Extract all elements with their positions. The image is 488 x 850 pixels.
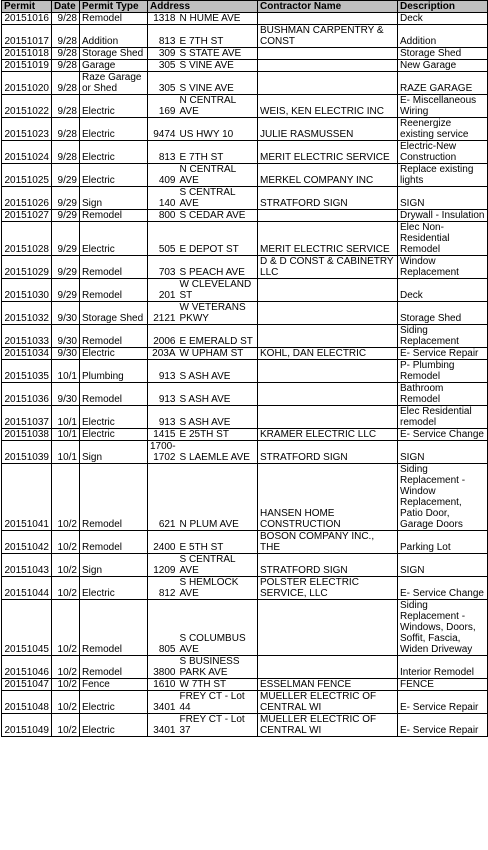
cell-permit: 20151042 [2, 531, 52, 554]
cell-address-street: E 25TH ST [178, 429, 258, 441]
cell-description: E- Service Change [398, 577, 488, 600]
cell-permit-type: Electric [80, 348, 148, 360]
cell-address-number: 805 [148, 600, 178, 656]
cell-address-street: S LAEMLE AVE [178, 441, 258, 464]
cell-permit: 20151043 [2, 554, 52, 577]
cell-contractor: POLSTER ELECTRIC SERVICE, LLC [258, 577, 398, 600]
cell-address-number: 800 [148, 210, 178, 222]
cell-address-street: S VINE AVE [178, 60, 258, 72]
cell-description: Replace existing lights [398, 164, 488, 187]
cell-permit: 20151024 [2, 141, 52, 164]
cell-permit-type: Remodel [80, 279, 148, 302]
cell-description: Elec Residential remodel [398, 406, 488, 429]
cell-description: P- Plumbing Remodel [398, 360, 488, 383]
cell-date: 9/28 [52, 118, 80, 141]
cell-address-number: 1318 [148, 13, 178, 25]
cell-contractor: JULIE RASMUSSEN [258, 118, 398, 141]
cell-description: E- Service Repair [398, 691, 488, 714]
header-contractor: Contractor Name [258, 1, 398, 13]
cell-permit: 20151036 [2, 383, 52, 406]
cell-address-number: 305 [148, 60, 178, 72]
cell-permit-type: Plumbing [80, 360, 148, 383]
cell-permit-type: Remodel [80, 383, 148, 406]
cell-date: 9/30 [52, 383, 80, 406]
cell-permit: 20151048 [2, 691, 52, 714]
cell-date: 9/28 [52, 48, 80, 60]
cell-address-number: 1610 [148, 679, 178, 691]
cell-address-number: 813 [148, 141, 178, 164]
cell-address-number: 9474 [148, 118, 178, 141]
table-row [2, 187, 488, 210]
cell-description: Addition [398, 25, 488, 48]
cell-address-street: E DEPOT ST [178, 222, 258, 256]
cell-description: Window Replacement [398, 256, 488, 279]
cell-address-number: 309 [148, 48, 178, 60]
cell-address-number: 3401 [148, 714, 178, 737]
cell-date: 9/29 [52, 164, 80, 187]
cell-permit-type: Remodel [80, 210, 148, 222]
cell-date: 9/28 [52, 13, 80, 25]
cell-date: 9/30 [52, 348, 80, 360]
cell-date: 10/2 [52, 531, 80, 554]
cell-description: SIGN [398, 441, 488, 464]
cell-permit: 20151029 [2, 256, 52, 279]
cell-contractor [258, 383, 398, 406]
cell-address-street: S BUSINESS PARK AVE [178, 656, 258, 679]
cell-address-number: 201 [148, 279, 178, 302]
cell-contractor: MUELLER ELECTRIC OF CENTRAL WI [258, 691, 398, 714]
cell-permit: 20151032 [2, 302, 52, 325]
cell-address-number: 203A [148, 348, 178, 360]
header-description: Description [398, 1, 488, 13]
table-row [2, 691, 488, 714]
cell-address-number: 1415 [148, 429, 178, 441]
table-row [2, 714, 488, 737]
table-row [2, 141, 488, 164]
cell-permit-type: Electric [80, 691, 148, 714]
cell-description: FENCE [398, 679, 488, 691]
cell-date: 9/28 [52, 95, 80, 118]
cell-date: 10/2 [52, 656, 80, 679]
cell-address-street: S HEMLOCK AVE [178, 577, 258, 600]
cell-contractor: MERIT ELECTRIC SERVICE [258, 141, 398, 164]
cell-contractor: KRAMER ELECTRIC LLC [258, 429, 398, 441]
cell-address-number: 505 [148, 222, 178, 256]
cell-address-street: S STATE AVE [178, 48, 258, 60]
cell-contractor: WEIS, KEN ELECTRIC INC [258, 95, 398, 118]
cell-address-street: S PEACH AVE [178, 256, 258, 279]
table-row [2, 25, 488, 48]
cell-contractor: MUELLER ELECTRIC OF CENTRAL WI [258, 714, 398, 737]
cell-description: Bathroom Remodel [398, 383, 488, 406]
cell-date: 9/30 [52, 325, 80, 348]
cell-address-number: 913 [148, 360, 178, 383]
cell-address-number: 812 [148, 577, 178, 600]
cell-address-street: E 7TH ST [178, 141, 258, 164]
table-row [2, 325, 488, 348]
cell-date: 9/29 [52, 256, 80, 279]
cell-date: 10/2 [52, 464, 80, 531]
table-row [2, 577, 488, 600]
table-row [2, 348, 488, 360]
cell-address-street: S VINE AVE [178, 72, 258, 95]
cell-address-number: 3800 [148, 656, 178, 679]
cell-date: 10/2 [52, 691, 80, 714]
cell-permit: 20151049 [2, 714, 52, 737]
cell-permit: 20151037 [2, 406, 52, 429]
cell-address-street: S CEDAR AVE [178, 210, 258, 222]
cell-permit-type: Remodel [80, 600, 148, 656]
cell-date: 10/1 [52, 441, 80, 464]
cell-date: 9/28 [52, 60, 80, 72]
cell-permit-type: Addition [80, 25, 148, 48]
cell-description: Storage Shed [398, 48, 488, 60]
header-permit-type: Permit Type [80, 1, 148, 13]
cell-permit: 20151034 [2, 348, 52, 360]
table-body [2, 13, 488, 737]
cell-permit-type: Remodel [80, 325, 148, 348]
cell-permit-type: Electric [80, 577, 148, 600]
cell-permit: 20151025 [2, 164, 52, 187]
cell-contractor: KOHL, DAN ELECTRIC [258, 348, 398, 360]
cell-permit: 20151017 [2, 25, 52, 48]
table-row [2, 429, 488, 441]
cell-address-number: 813 [148, 25, 178, 48]
cell-contractor [258, 13, 398, 25]
cell-address-number: 2006 [148, 325, 178, 348]
cell-address-street: E 5TH ST [178, 531, 258, 554]
table-row [2, 531, 488, 554]
cell-description: Siding Replacement [398, 325, 488, 348]
cell-description: Deck [398, 279, 488, 302]
cell-permit: 20151041 [2, 464, 52, 531]
cell-description: Deck [398, 13, 488, 25]
table-row [2, 554, 488, 577]
cell-permit: 20151028 [2, 222, 52, 256]
table-row [2, 656, 488, 679]
cell-contractor [258, 600, 398, 656]
cell-permit: 20151039 [2, 441, 52, 464]
cell-permit: 20151019 [2, 60, 52, 72]
cell-permit: 20151020 [2, 72, 52, 95]
table-row [2, 302, 488, 325]
cell-address-number: 1700-1702 [148, 441, 178, 464]
cell-permit-type: Remodel [80, 13, 148, 25]
cell-address-street: N CENTRAL AVE [178, 164, 258, 187]
cell-date: 9/29 [52, 222, 80, 256]
cell-address-number: 409 [148, 164, 178, 187]
cell-permit-type: Electric [80, 714, 148, 737]
cell-permit: 20151038 [2, 429, 52, 441]
cell-description: Siding Replacement - Window Replacement, Patio Door, Garage Doors [398, 464, 488, 531]
cell-contractor [258, 210, 398, 222]
table-row [2, 600, 488, 656]
table-row [2, 164, 488, 187]
cell-description: E- Miscellaneous Wiring [398, 95, 488, 118]
cell-permit: 20151035 [2, 360, 52, 383]
cell-description: SIGN [398, 187, 488, 210]
cell-contractor: STRATFORD SIGN [258, 441, 398, 464]
cell-contractor: STRATFORD SIGN [258, 187, 398, 210]
cell-address-number: 140 [148, 187, 178, 210]
cell-contractor [258, 360, 398, 383]
cell-contractor [258, 72, 398, 95]
cell-date: 9/28 [52, 141, 80, 164]
cell-contractor [258, 48, 398, 60]
cell-contractor: ESSELMAN FENCE [258, 679, 398, 691]
cell-permit: 20151047 [2, 679, 52, 691]
cell-permit: 20151027 [2, 210, 52, 222]
cell-description: Drywall - Insulation [398, 210, 488, 222]
cell-description: Parking Lot [398, 531, 488, 554]
cell-description: Reenergize existing service [398, 118, 488, 141]
cell-description: Storage Shed [398, 302, 488, 325]
cell-description: RAZE GARAGE [398, 72, 488, 95]
table-row [2, 279, 488, 302]
cell-address-street: N PLUM AVE [178, 464, 258, 531]
cell-date: 10/2 [52, 600, 80, 656]
cell-permit: 20151046 [2, 656, 52, 679]
cell-description: New Garage [398, 60, 488, 72]
cell-contractor [258, 302, 398, 325]
cell-permit-type: Electric [80, 141, 148, 164]
cell-permit-type: Garage [80, 60, 148, 72]
cell-contractor: MERIT ELECTRIC SERVICE [258, 222, 398, 256]
cell-permit-type: Remodel [80, 531, 148, 554]
cell-permit: 20151026 [2, 187, 52, 210]
table-row [2, 222, 488, 256]
cell-address-street: FREY CT - Lot 44 [178, 691, 258, 714]
cell-address-number: 621 [148, 464, 178, 531]
cell-permit-type: Remodel [80, 256, 148, 279]
cell-contractor: HANSEN HOME CONSTRUCTION [258, 464, 398, 531]
cell-permit: 20151022 [2, 95, 52, 118]
cell-address-number: 169 [148, 95, 178, 118]
cell-permit-type: Electric [80, 406, 148, 429]
cell-contractor [258, 60, 398, 72]
cell-address-street: E EMERALD ST [178, 325, 258, 348]
cell-address-number: 913 [148, 406, 178, 429]
cell-description: Electric-New Construction [398, 141, 488, 164]
cell-permit: 20151030 [2, 279, 52, 302]
header-row [2, 1, 488, 13]
cell-address-number: 2400 [148, 531, 178, 554]
cell-date: 10/1 [52, 360, 80, 383]
cell-description: E- Service Change [398, 429, 488, 441]
cell-date: 10/1 [52, 429, 80, 441]
cell-address-street: US HWY 10 [178, 118, 258, 141]
cell-description: Interior Remodel [398, 656, 488, 679]
cell-permit: 20151045 [2, 600, 52, 656]
cell-address-number: 305 [148, 72, 178, 95]
table-row [2, 679, 488, 691]
cell-contractor: BUSHMAN CARPENTRY & CONST [258, 25, 398, 48]
header-permit: Permit [2, 1, 52, 13]
cell-address-street: S ASH AVE [178, 383, 258, 406]
cell-contractor: BOSON COMPANY INC., THE [258, 531, 398, 554]
cell-address-street: S COLUMBUS AVE [178, 600, 258, 656]
table-row [2, 383, 488, 406]
table-row [2, 360, 488, 383]
cell-permit: 20151033 [2, 325, 52, 348]
cell-permit-type: Electric [80, 95, 148, 118]
cell-date: 10/2 [52, 554, 80, 577]
cell-address-street: W VETERANS PKWY [178, 302, 258, 325]
table-row [2, 441, 488, 464]
cell-contractor [258, 656, 398, 679]
cell-contractor [258, 279, 398, 302]
cell-contractor: STRATFORD SIGN [258, 554, 398, 577]
cell-permit-type: Sign [80, 554, 148, 577]
cell-date: 9/28 [52, 25, 80, 48]
cell-address-street: FREY CT - Lot 37 [178, 714, 258, 737]
cell-address-street: W CLEVELAND ST [178, 279, 258, 302]
cell-permit-type: Sign [80, 441, 148, 464]
cell-permit: 20151018 [2, 48, 52, 60]
cell-description: Elec Non-Residential Remodel [398, 222, 488, 256]
cell-description: E- Service Repair [398, 714, 488, 737]
cell-description: SIGN [398, 554, 488, 577]
cell-date: 10/2 [52, 679, 80, 691]
cell-address-street: N HUME AVE [178, 13, 258, 25]
cell-contractor: D & D CONST & CABINETRY LLC [258, 256, 398, 279]
cell-date: 10/2 [52, 714, 80, 737]
cell-contractor [258, 325, 398, 348]
cell-date: 9/29 [52, 187, 80, 210]
table-row [2, 118, 488, 141]
cell-permit: 20151016 [2, 13, 52, 25]
table-row [2, 464, 488, 531]
cell-address-street: S ASH AVE [178, 406, 258, 429]
permit-table [1, 0, 488, 737]
table-row [2, 13, 488, 25]
cell-address-street: N CENTRAL AVE [178, 95, 258, 118]
cell-address-street: S CENTRAL AVE [178, 554, 258, 577]
cell-address-street: S ASH AVE [178, 360, 258, 383]
cell-description: E- Service Repair [398, 348, 488, 360]
table-row [2, 406, 488, 429]
table-row [2, 60, 488, 72]
cell-address-street: W UPHAM ST [178, 348, 258, 360]
table-row [2, 95, 488, 118]
cell-address-street: S CENTRAL AVE [178, 187, 258, 210]
cell-permit-type: Sign [80, 187, 148, 210]
cell-permit-type: Storage Shed [80, 48, 148, 60]
cell-permit-type: Fence [80, 679, 148, 691]
cell-address-number: 3401 [148, 691, 178, 714]
cell-address-number: 913 [148, 383, 178, 406]
cell-permit-type: Electric [80, 429, 148, 441]
cell-permit-type: Electric [80, 118, 148, 141]
cell-date: 10/1 [52, 406, 80, 429]
cell-date: 10/2 [52, 577, 80, 600]
table-row [2, 48, 488, 60]
cell-date: 9/28 [52, 72, 80, 95]
cell-permit-type: Remodel [80, 656, 148, 679]
cell-date: 9/29 [52, 210, 80, 222]
table-row [2, 210, 488, 222]
cell-address-number: 1209 [148, 554, 178, 577]
cell-permit: 20151023 [2, 118, 52, 141]
cell-permit-type: Electric [80, 222, 148, 256]
cell-date: 9/29 [52, 279, 80, 302]
cell-address-street: E 7TH ST [178, 25, 258, 48]
table-row [2, 256, 488, 279]
cell-address-street: W 7TH ST [178, 679, 258, 691]
cell-permit-type: Storage Shed [80, 302, 148, 325]
header-date: Date [52, 1, 80, 13]
header-address: Address [148, 1, 258, 13]
cell-permit-type: Raze Garage or Shed [80, 72, 148, 95]
cell-address-number: 703 [148, 256, 178, 279]
cell-contractor [258, 406, 398, 429]
cell-address-number: 2121 [148, 302, 178, 325]
cell-contractor: MERKEL COMPANY INC [258, 164, 398, 187]
cell-date: 9/30 [52, 302, 80, 325]
cell-description: Siding Replacement - Windows, Doors, Soffit, Fascia, Widen Driveway [398, 600, 488, 656]
cell-permit-type: Remodel [80, 464, 148, 531]
table-row [2, 72, 488, 95]
cell-permit-type: Electric [80, 164, 148, 187]
cell-permit: 20151044 [2, 577, 52, 600]
